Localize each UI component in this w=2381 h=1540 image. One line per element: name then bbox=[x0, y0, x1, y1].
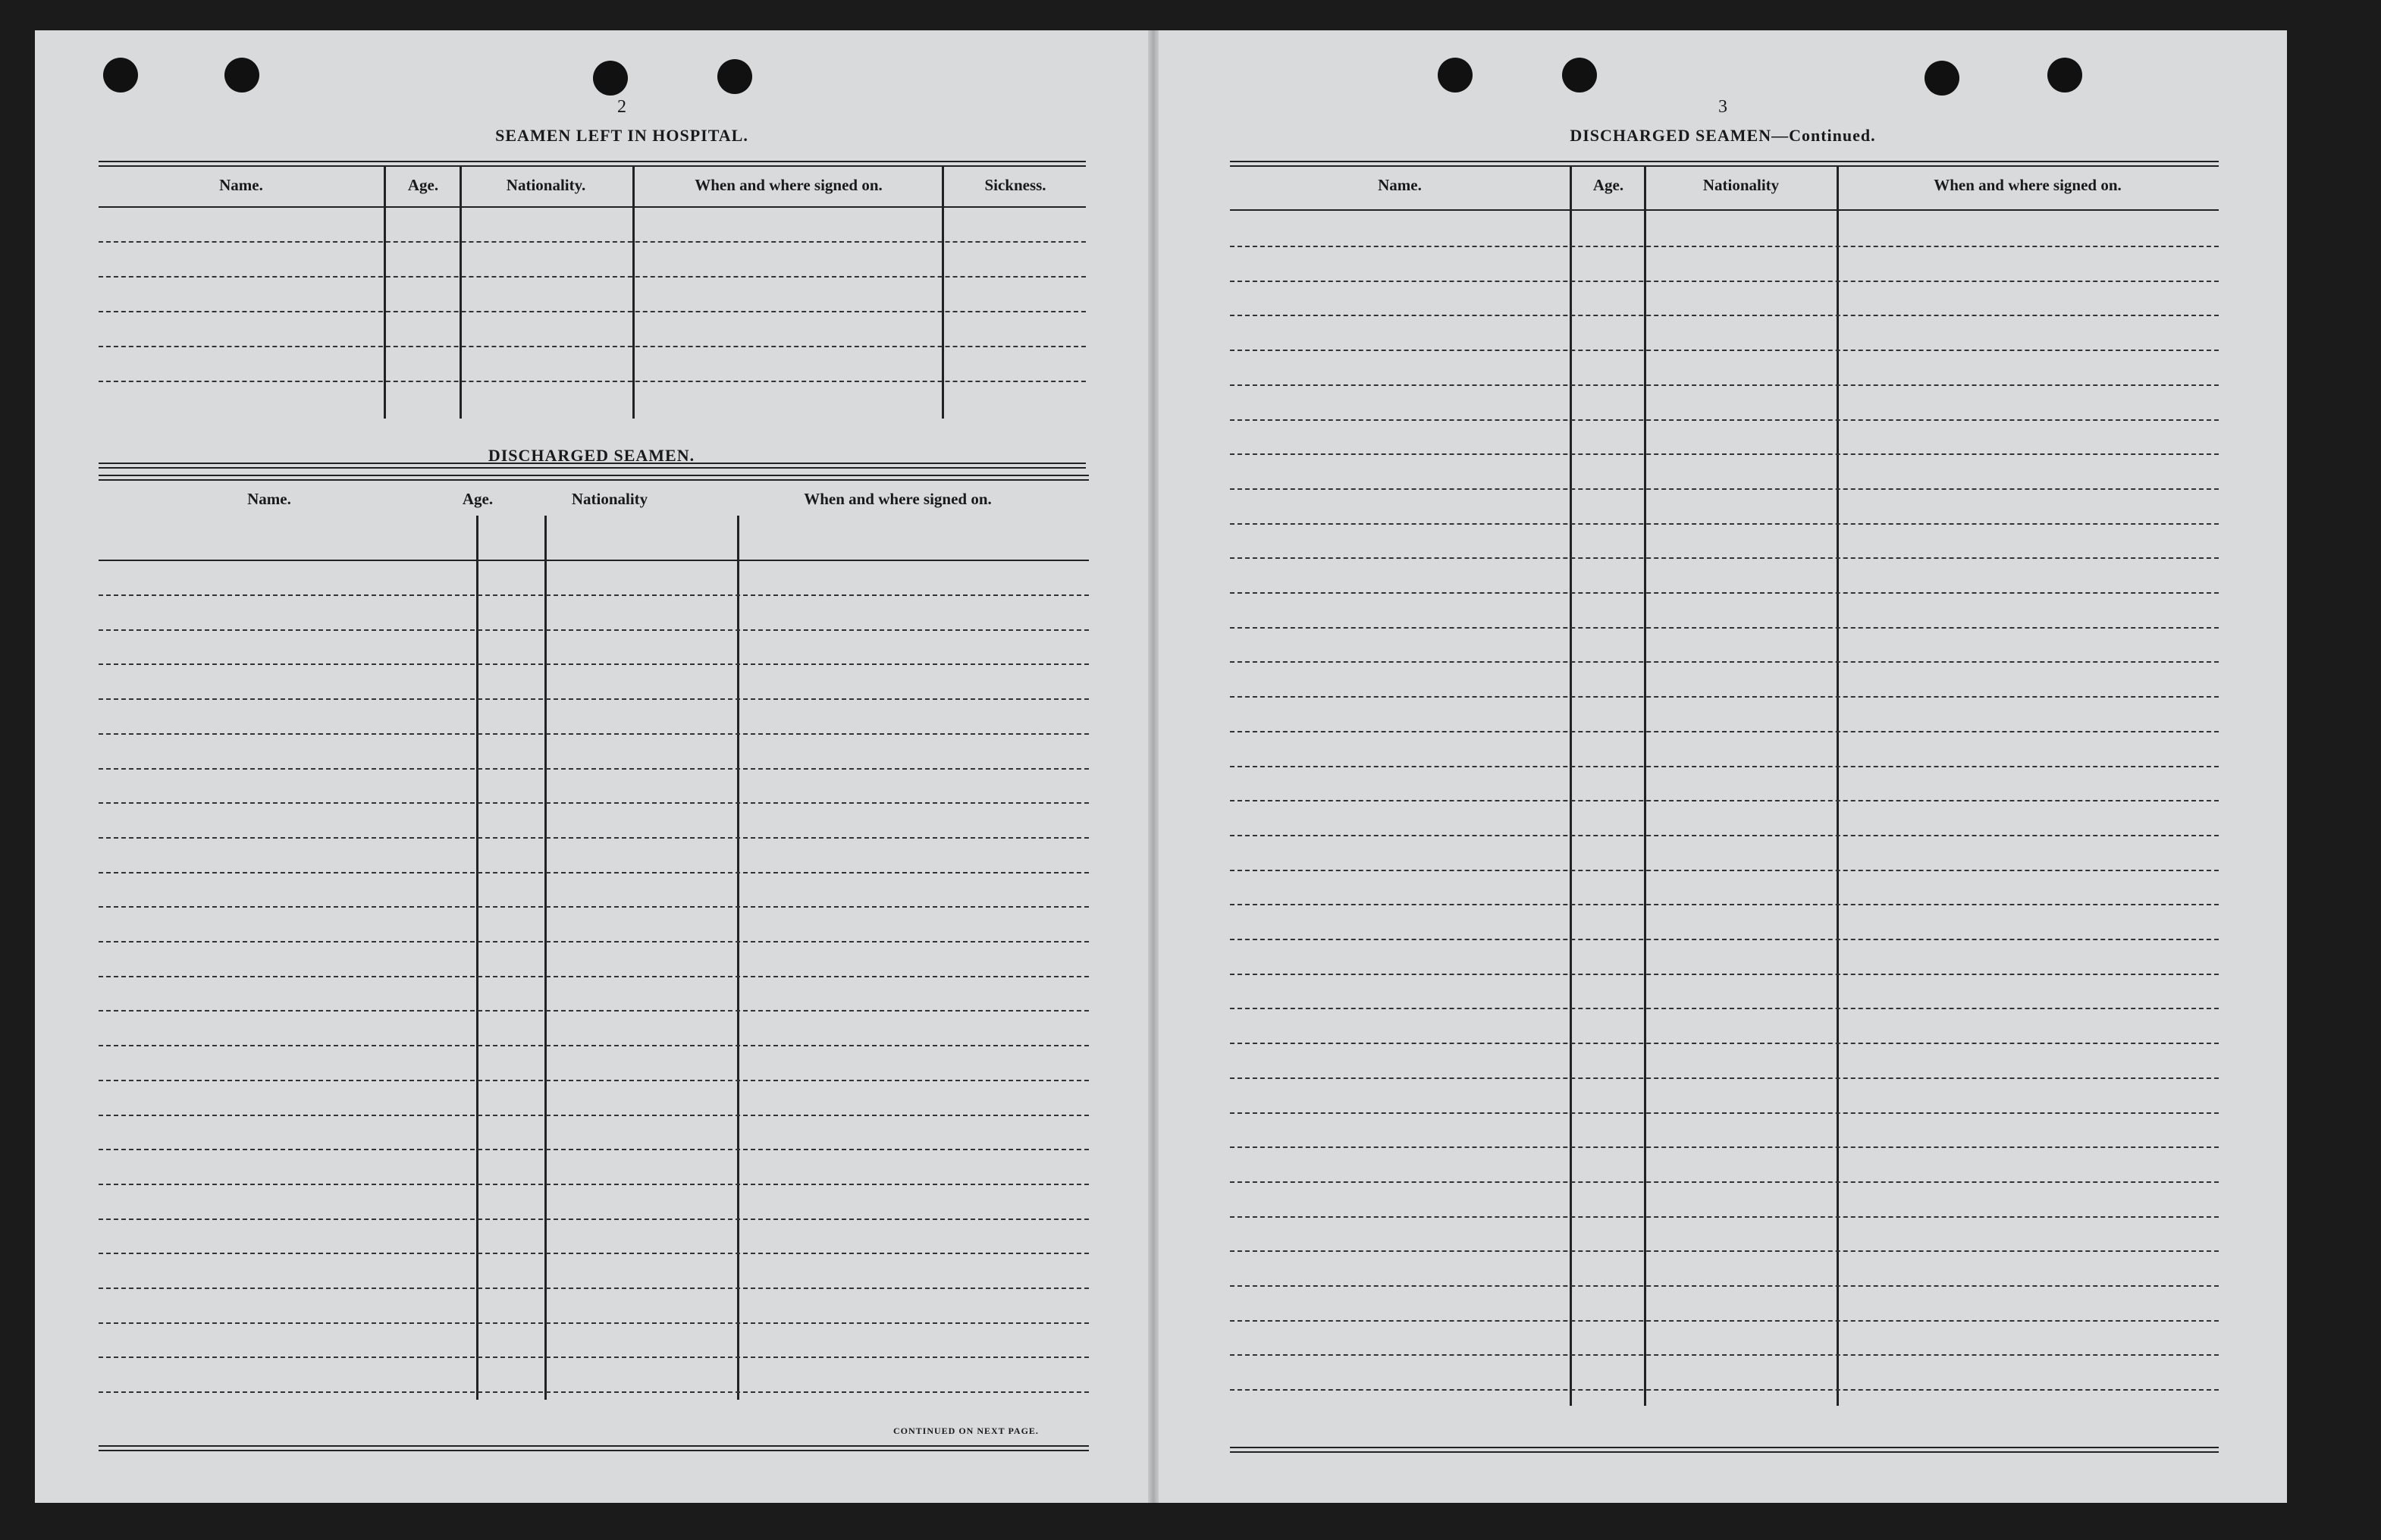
entry-line bbox=[99, 1219, 1089, 1220]
entry-line bbox=[99, 381, 1086, 382]
entry-line bbox=[1230, 627, 2219, 629]
entry-line bbox=[1230, 904, 2219, 905]
entry-line bbox=[1230, 1389, 2219, 1391]
continued-note: CONTINUED ON NEXT PAGE. bbox=[893, 1426, 1039, 1436]
entry-line bbox=[99, 594, 1089, 596]
discharged-continued-table bbox=[1230, 161, 2219, 1459]
hospital-table bbox=[99, 161, 1086, 470]
entry-line bbox=[99, 1184, 1089, 1185]
column-divider bbox=[737, 516, 739, 1400]
entry-line bbox=[99, 1149, 1089, 1150]
column-header-signed-on: When and where signed on. bbox=[1934, 176, 2122, 194]
right-page bbox=[1159, 30, 2287, 1503]
entry-line bbox=[1230, 592, 2219, 594]
punch-hole bbox=[1562, 58, 1597, 93]
column-divider bbox=[1644, 165, 1646, 1406]
entry-line bbox=[99, 906, 1089, 908]
page-number: 3 bbox=[1718, 97, 1727, 117]
entry-line bbox=[99, 837, 1089, 839]
punch-hole bbox=[717, 59, 752, 94]
column-header-nationality: Nationality. bbox=[506, 176, 586, 194]
entry-line bbox=[99, 802, 1089, 804]
discharged-section-title: DISCHARGED SEAMEN. bbox=[488, 446, 695, 465]
entry-line bbox=[1230, 1354, 2219, 1356]
header-rule bbox=[99, 206, 1086, 208]
column-header-name: Name. bbox=[219, 176, 263, 194]
entry-line bbox=[99, 1357, 1089, 1358]
column-divider bbox=[476, 516, 478, 1400]
header-rule bbox=[99, 560, 1089, 561]
entry-line bbox=[99, 1288, 1089, 1289]
entry-line bbox=[1230, 835, 2219, 836]
column-header-signed-on: When and where signed on. bbox=[695, 176, 883, 194]
entry-line bbox=[1230, 731, 2219, 732]
entry-line bbox=[1230, 1112, 2219, 1114]
column-header-age: Age. bbox=[407, 176, 439, 194]
entry-line bbox=[1230, 1181, 2219, 1183]
entry-line bbox=[1230, 350, 2219, 351]
column-header-age: Age. bbox=[462, 490, 494, 508]
entry-line bbox=[1230, 974, 2219, 975]
entry-line bbox=[99, 768, 1089, 770]
entry-line bbox=[1230, 1008, 2219, 1009]
discharged-continued-title: DISCHARGED SEAMEN—Continued. bbox=[1570, 126, 1876, 145]
column-header-nationality: Nationality bbox=[1702, 176, 1780, 194]
entry-line bbox=[99, 1391, 1089, 1393]
entry-line bbox=[99, 872, 1089, 874]
entry-line bbox=[1230, 1043, 2219, 1044]
column-divider bbox=[544, 516, 547, 1400]
entry-line bbox=[99, 1253, 1089, 1254]
entry-line bbox=[99, 1010, 1089, 1012]
column-header-nationality: Nationality bbox=[571, 490, 648, 508]
punch-hole bbox=[1925, 61, 1959, 96]
entry-line bbox=[1230, 557, 2219, 559]
column-header-sickness: Sickness. bbox=[984, 176, 1046, 194]
entry-line bbox=[99, 1045, 1089, 1046]
entry-line bbox=[1230, 696, 2219, 698]
punch-hole bbox=[103, 58, 138, 93]
entry-line bbox=[99, 733, 1089, 735]
entry-line bbox=[1230, 1077, 2219, 1079]
entry-line bbox=[1230, 384, 2219, 386]
book-spine bbox=[1148, 30, 1159, 1503]
entry-line bbox=[1230, 315, 2219, 316]
entry-line bbox=[1230, 870, 2219, 871]
column-header-signed-on: When and where signed on. bbox=[804, 490, 992, 508]
left-page bbox=[35, 30, 1148, 1503]
punch-hole bbox=[224, 58, 259, 93]
entry-line bbox=[1230, 1216, 2219, 1218]
discharged-table bbox=[99, 475, 1089, 1454]
page-number: 2 bbox=[617, 97, 626, 117]
entry-line bbox=[99, 976, 1089, 977]
entry-line bbox=[99, 941, 1089, 943]
entry-line bbox=[1230, 1146, 2219, 1148]
entry-line bbox=[1230, 1320, 2219, 1322]
punch-hole bbox=[593, 61, 628, 96]
entry-line bbox=[1230, 1285, 2219, 1287]
entry-line bbox=[1230, 419, 2219, 421]
column-header-name: Name. bbox=[1378, 176, 1422, 194]
entry-line bbox=[99, 1080, 1089, 1081]
punch-hole bbox=[2047, 58, 2082, 93]
column-header-age: Age. bbox=[1592, 176, 1624, 194]
entry-line bbox=[99, 311, 1086, 312]
entry-line bbox=[1230, 800, 2219, 801]
column-divider bbox=[1570, 165, 1572, 1406]
entry-line bbox=[1230, 488, 2219, 490]
column-header-name: Name. bbox=[247, 490, 291, 508]
entry-line bbox=[1230, 453, 2219, 455]
punch-hole bbox=[1438, 58, 1473, 93]
column-divider bbox=[1837, 165, 1839, 1406]
entry-line bbox=[1230, 939, 2219, 940]
entry-line bbox=[1230, 766, 2219, 767]
entry-line bbox=[99, 346, 1086, 347]
entry-line bbox=[99, 698, 1089, 700]
entry-line bbox=[1230, 523, 2219, 525]
entry-line bbox=[99, 629, 1089, 631]
entry-line bbox=[99, 276, 1086, 278]
entry-line bbox=[1230, 246, 2219, 247]
entry-line bbox=[1230, 661, 2219, 663]
entry-line bbox=[1230, 281, 2219, 282]
hospital-section-title: SEAMEN LEFT IN HOSPITAL. bbox=[495, 126, 748, 145]
entry-line bbox=[99, 1322, 1089, 1324]
entry-line bbox=[99, 663, 1089, 665]
header-rule bbox=[1230, 209, 2219, 211]
entry-line bbox=[99, 241, 1086, 243]
entry-line bbox=[99, 1115, 1089, 1116]
entry-line bbox=[1230, 1250, 2219, 1252]
